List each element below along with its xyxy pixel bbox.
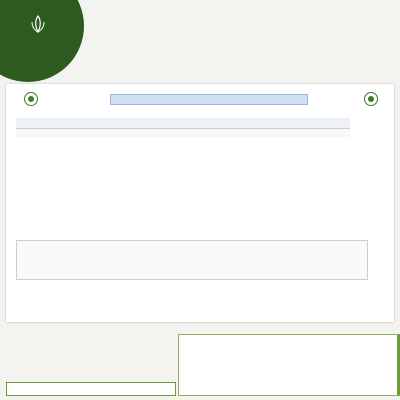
table-title [110, 94, 308, 105]
caption-box [178, 334, 400, 396]
iran-emblem-icon [28, 14, 48, 34]
agency-label [6, 382, 176, 396]
city-header-row [16, 118, 350, 129]
brand-logo-circle [0, 0, 84, 82]
doe-logo-icon [364, 92, 378, 106]
aqi-table [16, 118, 366, 236]
summary-block [16, 240, 368, 280]
doe-logo-icon [24, 92, 38, 106]
year-header-row [16, 129, 350, 137]
